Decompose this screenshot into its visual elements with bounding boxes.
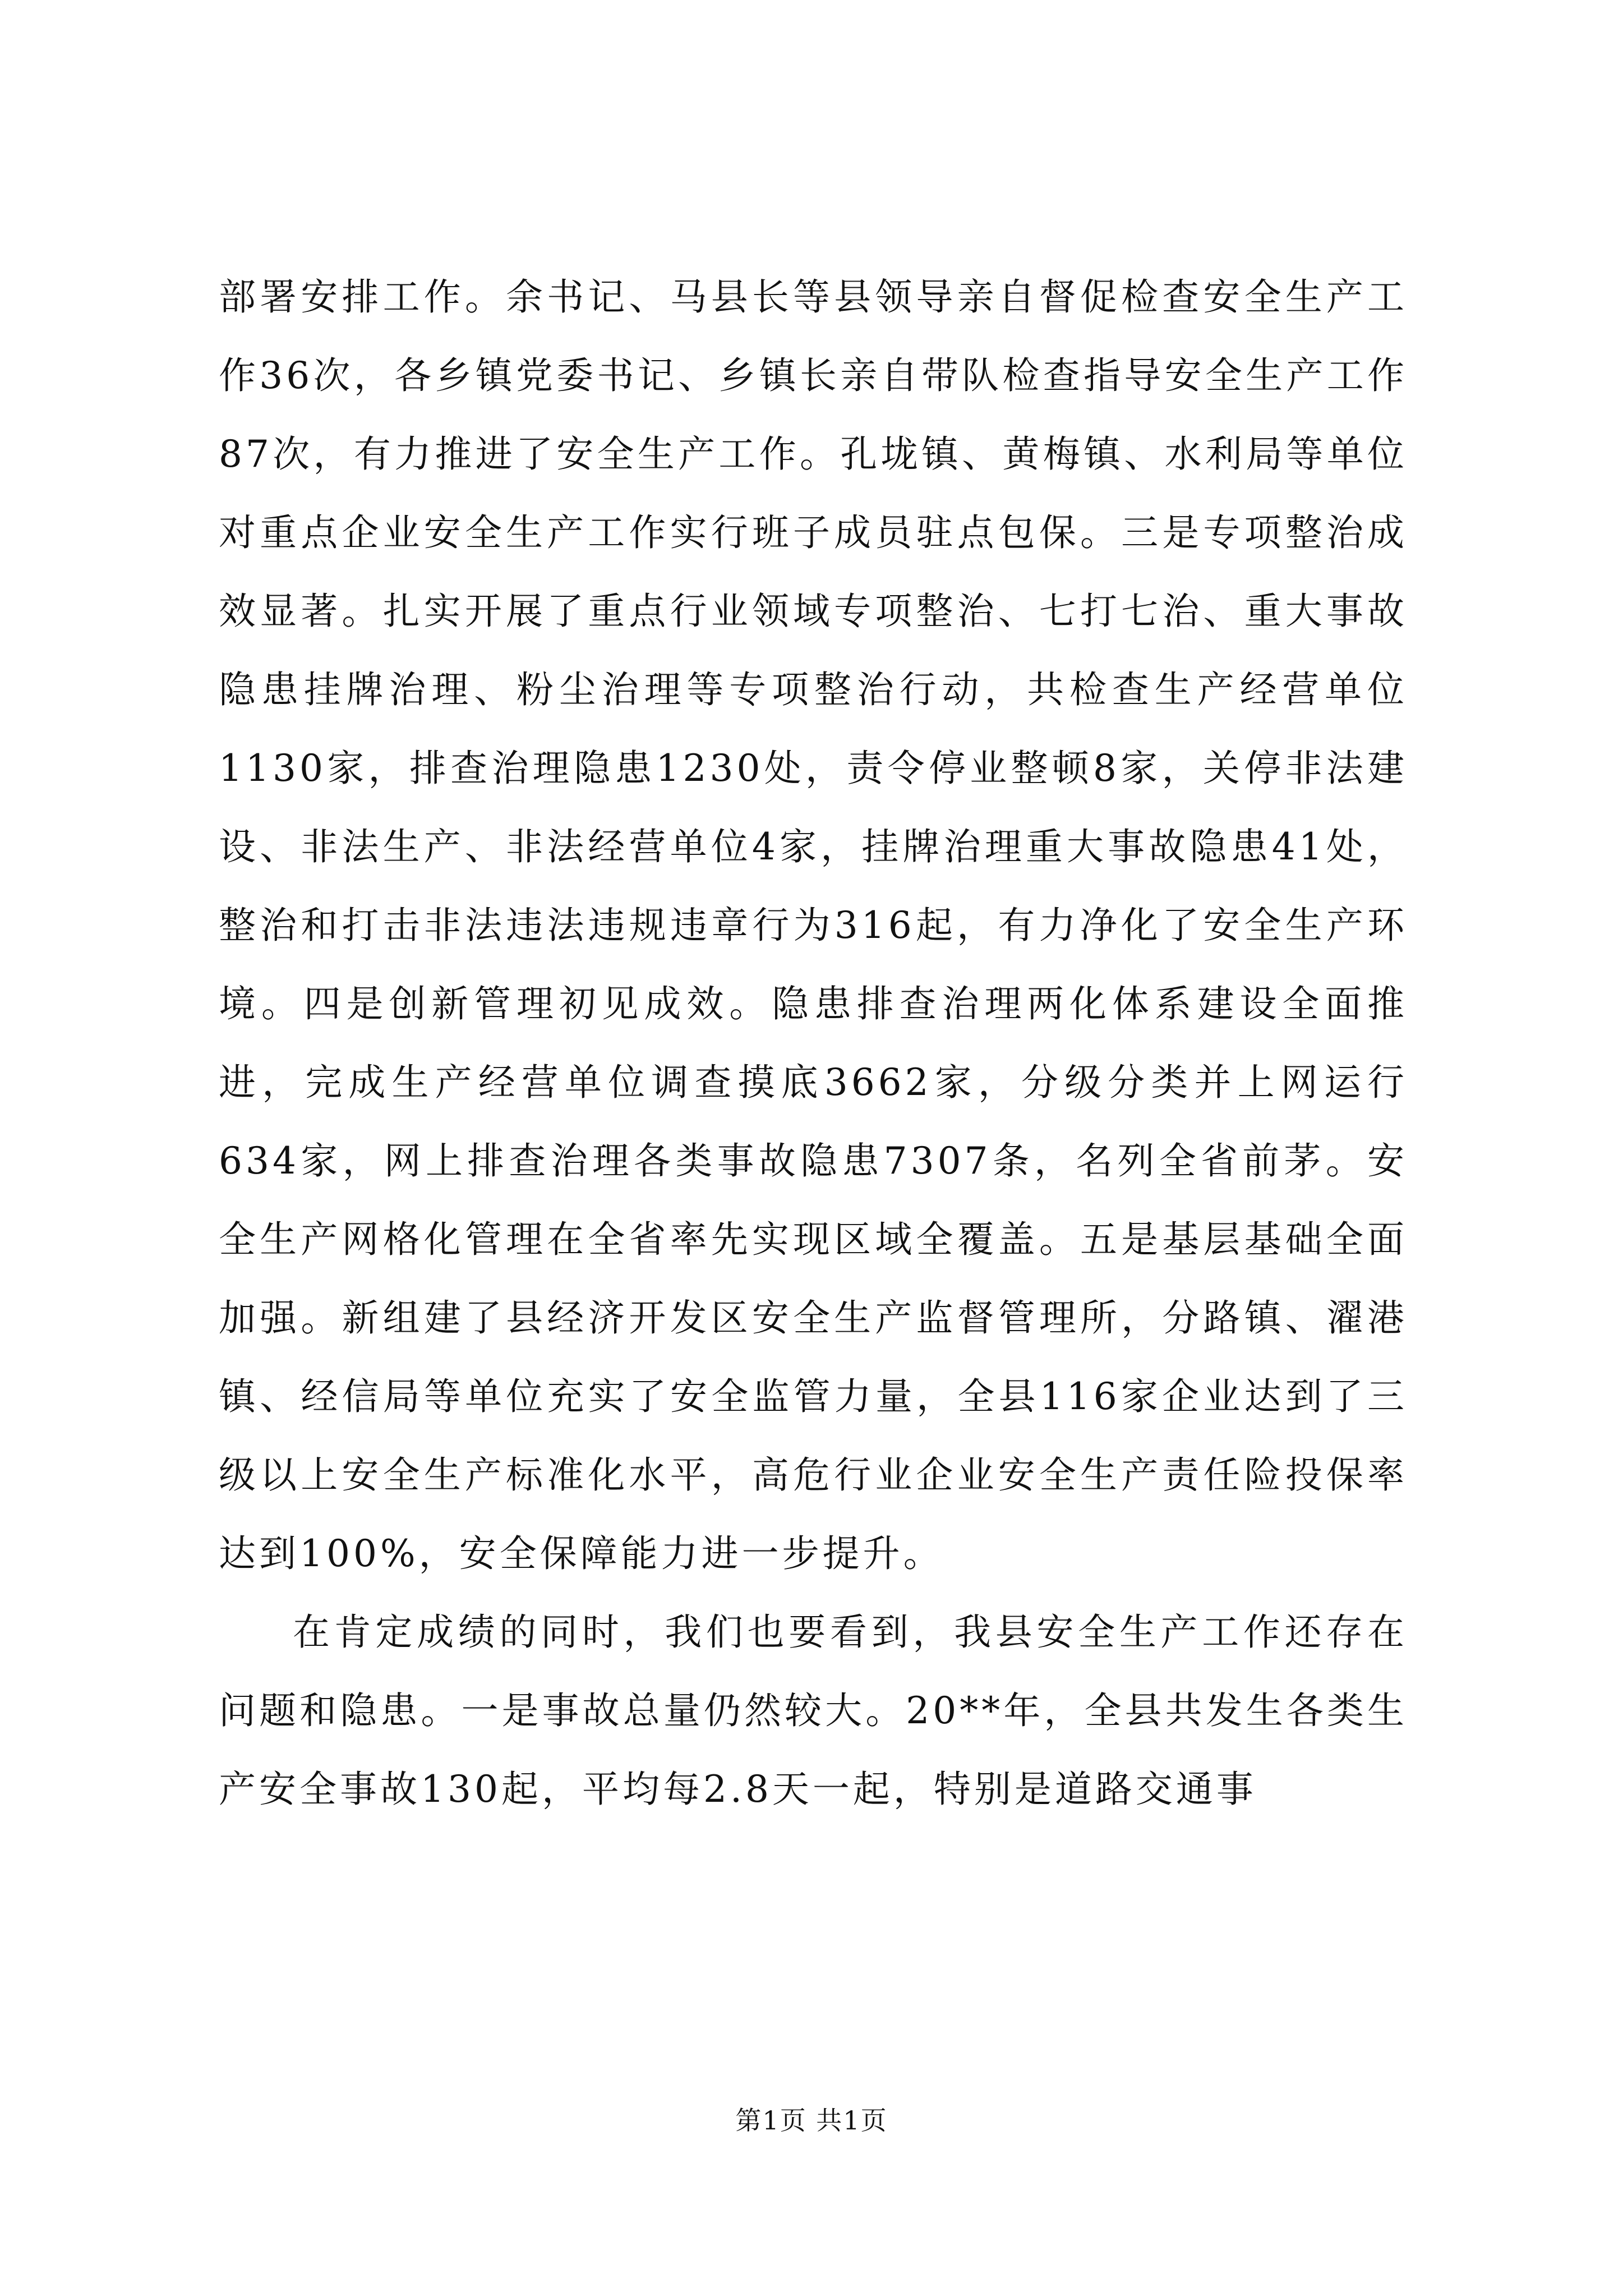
paragraph-1: 部署安排工作。余书记、马县长等县领导亲自督促检查安全生产工作36次，各乡镇党委书记、乡镇长亲自带队检查指导安全生产工作87次，有力推进了安全生产工作。孔垅镇、黄梅镇、水利局等单位对重点企业安全生产工作实行班子成员驻点包保。三是专项整治成效显著。扎实开展了重点行业领域专项整治、七打七治、重大事故隐患挂牌治理、粉尘治理等专项整治行动，共检查生产经营单位1130家，排查治理隐患1230处，责令停业整顿8家，关停非法建设、非法生产、非法经营单位4家，挂牌治理重大事故隐患41处，整治和打击非法违法违规违章行为316起，有力净化了安全生产环境。四是创新管理初见成效。隐患排查治理两化体系建设全面推进，完成生产经营单位调查摸底3662家，分级分类并上网运行634家，网上排查治理各类事故隐患7307条，名列全省前茅。安全生产网格化管理在全省率先实现区域全覆盖。五是基层基础全面加强。新组建了县经济开发区安全生产监督管理所，分路镇、濯港镇、经信局等单位充实了安全监管力量，全县116家企业达到了三级以上安全生产标准化水平，高危行业企业安全生产责任险投保率达到100%，安全保障能力进一步提升。 bbox=[219, 275, 1408, 1575]
paragraph-2: 在肯定成绩的同时，我们也要看到，我县安全生产工作还存在问题和隐患。一是事故总量仍然较大。20**年，全县共发生各类生产安全事故130起，平均每2.8天一起，特别是道路交通事 bbox=[219, 1611, 1408, 1811]
document-body bbox=[219, 258, 1408, 1829]
page-footer: 第1页 共1页 bbox=[735, 2105, 888, 2136]
